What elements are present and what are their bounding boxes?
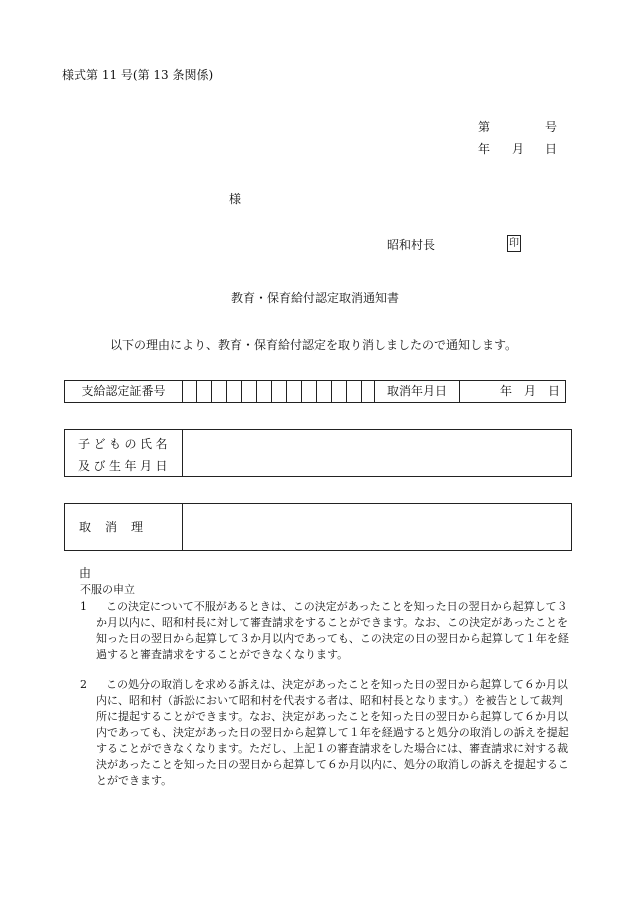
cert-digit-cell[interactable] <box>272 381 287 402</box>
intro-text: 以下の理由により、教育・保育給付認定を取り消しましたので通知します。 <box>110 338 518 352</box>
item-line: 知った日の翌日から起算して３か月以内であっても、この決定の日の翌日から起算して１年を経 <box>96 632 569 645</box>
number-dai: 第 <box>478 120 491 134</box>
cert-digit-cell[interactable] <box>302 381 317 402</box>
cert-digit-cell[interactable] <box>287 381 302 402</box>
reason-table <box>64 503 572 580</box>
item-line: か月以内に、昭和村長に対して審査請求をすることができます。なお、この決定があったことを <box>96 616 569 629</box>
cert-digit-cell[interactable] <box>182 381 197 402</box>
cert-digit-cell[interactable] <box>227 381 242 402</box>
document-title: 教育・保育給付認定取消通知書 <box>230 291 399 305</box>
item-line: とができます。 <box>96 774 173 787</box>
cert-digit-cell[interactable] <box>347 381 362 402</box>
cert-digit-cell[interactable] <box>317 381 332 402</box>
cancel-date-label: 取消年月日 <box>374 381 460 402</box>
date-month: 月 <box>512 142 525 156</box>
cert-digit-cell[interactable] <box>212 381 227 402</box>
item-line: この決定について不服があるときは、この決定があったことを知った日の翌日から起算して３ <box>106 600 568 613</box>
seal-stamp: 印 <box>507 235 521 252</box>
mayor-name: 昭和村長 <box>387 238 436 252</box>
item-line: 過すると審査請求をすることができなくなります。 <box>96 648 349 661</box>
cancel-date-value[interactable]: 年 月 日 <box>500 384 561 398</box>
item-line: この処分の取消しを求める訴えは、決定があったことを知った日の翌日から起算して６か月以 <box>106 678 568 691</box>
cert-digit-cell[interactable] <box>197 381 212 402</box>
birth-date-label: 及び生年月日 <box>78 459 172 473</box>
objection-item-2 <box>80 677 570 789</box>
item-line: 内に、昭和村（訴訟において昭和村を代表する者は、昭和村長となります。）を被告として裁判 <box>96 694 563 707</box>
reason-field[interactable] <box>183 504 571 550</box>
number-go: 号 <box>545 120 558 134</box>
cert-number-label: 支給認定証番号 <box>65 381 183 402</box>
item-number: 1 <box>80 600 87 613</box>
child-info-field[interactable] <box>183 430 571 476</box>
reason-label-cell <box>65 504 183 580</box>
reason-label: 取消理由 <box>79 520 158 580</box>
date-day: 日 <box>545 142 558 156</box>
form-number: 様式第 11 号(第 13 条関係) <box>62 68 214 82</box>
objection-item-1 <box>80 599 570 663</box>
child-info-label <box>65 430 183 476</box>
cert-digit-cell[interactable] <box>257 381 272 402</box>
cert-digit-cell[interactable] <box>242 381 257 402</box>
objection-title: 不服の申立 <box>80 583 135 596</box>
addressee-sama: 様 <box>229 192 242 206</box>
date-year: 年 <box>478 142 491 156</box>
item-line: 内であっても、決定があった日の翌日から起算して１年を経過すると処分の取消しの訴えを提起 <box>96 726 569 739</box>
cert-table <box>64 380 566 403</box>
child-info-table <box>64 429 572 477</box>
cert-digit-cell[interactable] <box>332 381 347 402</box>
item-line: することができなくなります。ただし、上記１の審査請求をした場合には、審査請求に対する裁 <box>96 742 569 755</box>
cert-number-cells[interactable] <box>182 381 377 402</box>
child-name-label: 子どもの氏名 <box>78 437 172 451</box>
item-number: 2 <box>80 678 87 691</box>
item-line: 所に提起することができます。なお、決定があったことを知った日の翌日から起算して６か月以 <box>96 710 569 723</box>
item-line: 決があったことを知った日の翌日から起算して６か月以内に、処分の取消しの訴えを提起するこ <box>96 758 569 771</box>
